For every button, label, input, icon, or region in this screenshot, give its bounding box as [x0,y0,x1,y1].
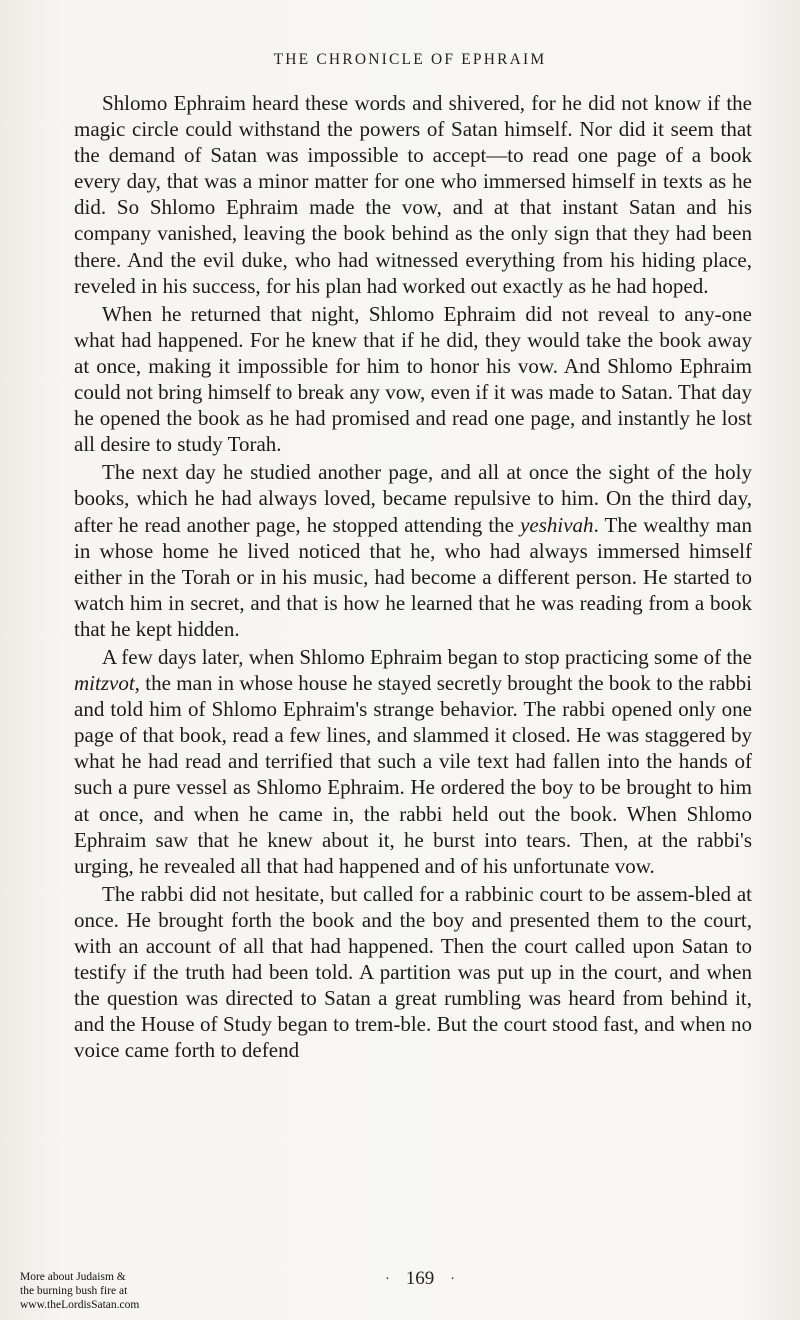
text-run: Shlomo Ephraim heard these words and shivered, for he did not know if the magic circle could withstand the powers of Satan himself. Nor did it seem that the demand of Satan was impossible to accept—to read one page of a book every day, that was a minor matter for one who immersed himself in texts as he did. So Shlomo Ephraim made the vow, and at that instant Satan and his company vanished, leaving the book behind as the only sign that they had been there. And the evil duke, who had witnessed everything from his hiding place, reveled in his success, for his plan had worked out exactly as he had hoped. [74,91,752,298]
credit-line: More about Judaism & [20,1271,126,1283]
credit-note [20,1270,220,1312]
text-run: , the man in whose house he stayed secretly brought the book to the rabbi and told him of Shlomo Ephraim's strange behavior. The rabbi opened only one page of that book, read a few lines, and slammed it closed. He was staggered by what he had read and terrified that such a vile text had fallen into the hands of such a pure vessel as Shlomo Ephraim. He ordered the boy to be brought to him at once, and when he came in, the rabbi held out the book. When Shlomo Ephraim saw that he knew about it, he burst into tears. Then, at the rabbi's urging, he revealed all that had happened and of his unfortunate vow. [74,671,752,878]
body-text [74,90,752,1063]
italic-term: yeshivah [520,512,594,537]
text-run: When he returned that night, Shlomo Ephraim did not reveal to any-one what had happened. For he knew that if he did, they would take the book away at once, making it impossible for him to honor his vow. And Shlomo Ephraim could not bring himself to break any vow, even if it was made to Satan. That day he opened the book as he had promised and read one page, and instantly he lost all desire to study Torah. [74,301,752,457]
paragraph [74,644,752,879]
text-run: The next day he studied another page, and all at once the sight of the holy books, which he had always loved, became repulsive to him. On the third day, after he read another page, he stopped attending the [74,460,752,537]
credit-line: the burning bush fire at [20,1285,128,1297]
credit-line: www.theLordisSatan.com [20,1299,140,1311]
page-number-line [360,1268,480,1290]
italic-term: mitzvot [74,671,135,696]
page-number: 169 [405,1268,435,1289]
folio-dot-left: · [385,1271,390,1287]
running-head: THE CHRONICLE OF EPHRAIM [273,51,547,68]
paragraph [74,90,752,299]
text-run: A few days later, when Shlomo Ephraim began to stop practicing some of the [102,644,753,669]
folio-dot-right: · [450,1271,455,1287]
paragraph [74,881,752,1064]
paragraph [74,459,752,642]
text-run: . The wealthy man in whose home he lived noticed that he, who had always immersed himself either in the Torah or in his music, had become a different person. He started to watch him in secret, and that is how he learned that he was reading from a book that he kept hidden. [74,512,752,641]
text-run: The rabbi did not hesitate, but called for a rabbinic court to be assem-bled at once. He brought forth the book and the boy and presented them to the court, with an account of all that had happened. Then the court called upon Satan to testify if the truth had been told. A partition was put up in the court, and when the question was directed to Satan a great rumbling was heard from behind it, and the House of Study began to trem-ble. But the court stood fast, and when no voice came forth to defend [74,881,752,1063]
paragraph [74,301,752,458]
